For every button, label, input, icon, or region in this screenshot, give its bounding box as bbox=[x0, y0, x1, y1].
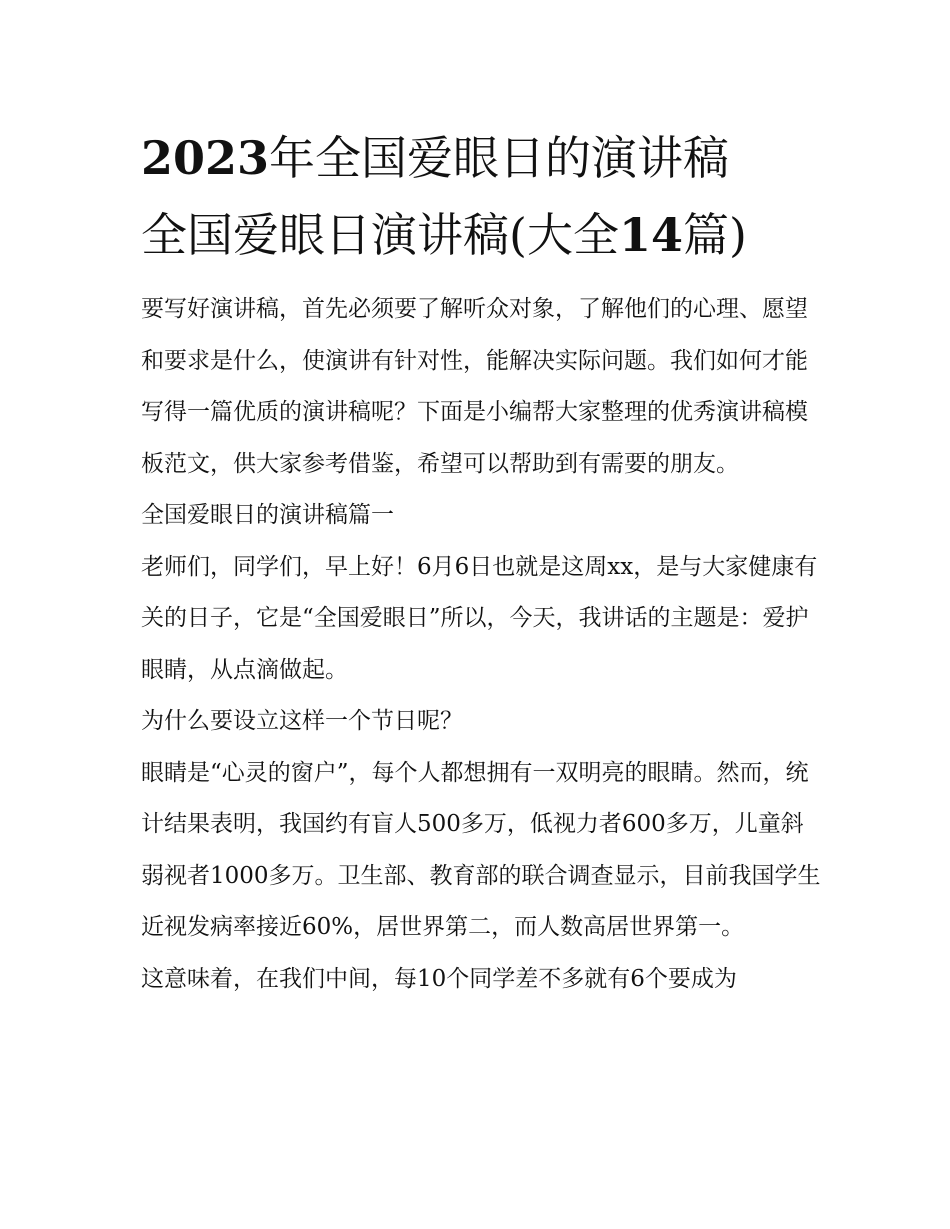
document-title bbox=[141, 120, 821, 274]
greeting-paragraph: 老师们，同学们，早上好！6月6日也就是这周xx，是与大家健康有关的日子，它是“全国爱眼日”所以，今天，我讲话的主题是：爱护眼睛，从点滴做起。 bbox=[141, 553, 818, 683]
section-heading: 全国爱眼日的演讲稿篇一 bbox=[141, 502, 394, 528]
title-line-2 bbox=[141, 197, 821, 274]
closing-paragraph: 这意味着，在我们中间，每10个同学差不多就有6个要成为 bbox=[141, 965, 737, 992]
intro-paragraph: 要写好演讲稿，首先必须要了解听众对象，了解他们的心理、愿望和要求是什么，使演讲有针对性，能解决实际问题。我们如何才能写得一篇优质的演讲稿呢？下面是小编帮大家整理的优秀演讲稿模板范文，供大家参考借鉴，希望可以帮助到有需要的朋友。 bbox=[141, 296, 808, 477]
title-line-2-prefix: 全国爱眼日演讲稿(大全 bbox=[141, 208, 619, 262]
question-paragraph: 为什么要设立这样一个节日呢？ bbox=[141, 708, 463, 734]
document-body bbox=[141, 284, 821, 1005]
title-line-2-suffix: 篇) bbox=[682, 208, 747, 262]
document-page bbox=[141, 120, 821, 1005]
title-line-1-text: 年全国爱眼日的演讲稿 bbox=[269, 131, 730, 185]
title-line-1 bbox=[141, 120, 821, 197]
title-count: 14 bbox=[618, 208, 683, 262]
title-year: 2023 bbox=[141, 131, 270, 185]
statistics-paragraph: 眼睛是“心灵的窗户”，每个人都想拥有一双明亮的眼睛。然而，统计结果表明，我国约有盲人500多万，低视力者600多万，儿童斜弱视者1000多万。卫生部、教育部的联合调查显示，目前我国学生近视发病率接近60%，居世界第二，而人数高居世界第一。 bbox=[141, 759, 821, 940]
